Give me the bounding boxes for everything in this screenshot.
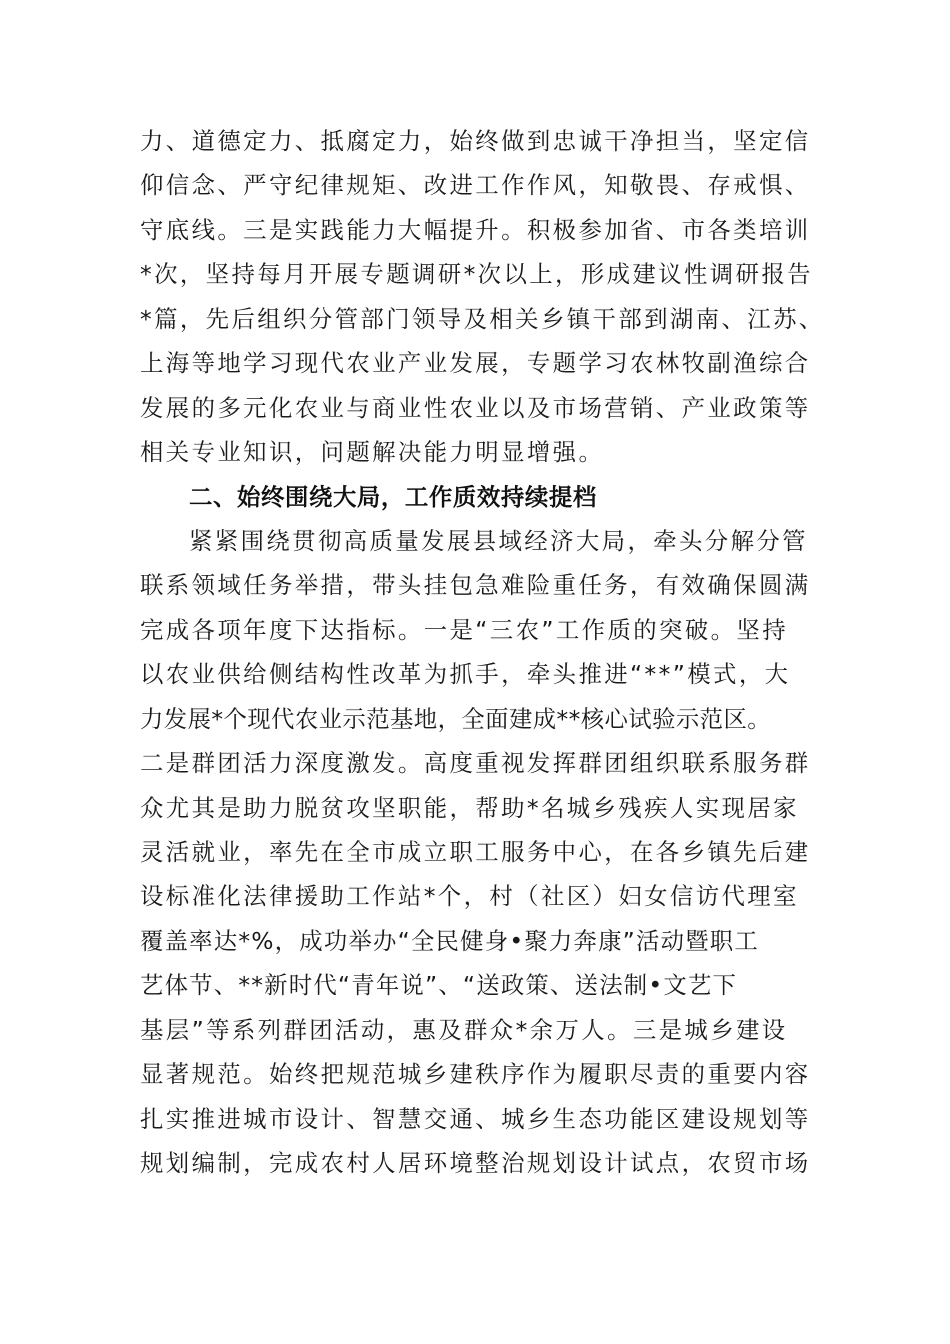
paragraph-line: 紧紧围绕贯彻高质量发展县域经济大局，牵头分解分管: [189, 526, 808, 555]
paragraph-line: *次，坚持每月开展专题调研*次以上，形成建议性调研报告: [140, 260, 813, 289]
paragraph-line: 规划编制，完成农村人居环境整治规划设计试点，农贸市场: [140, 1149, 811, 1178]
paragraph-line: 相关专业知识，问题解决能力明显增强。: [140, 438, 605, 467]
paragraph-line: 以农业供给侧结构性改革为抓手，牵头推进“**”模式，大: [140, 660, 791, 689]
paragraph-line: 二是群团活力深度激发。高度重视发挥群团组织联系服务群: [140, 749, 811, 778]
paragraph-line: 灵活就业，率先在全市成立职工服务中心，在各乡镇先后建: [140, 838, 811, 866]
paragraph-line: 众尤其是助力脱贫攻坚职能，帮助*名城乡残疾人实现居家: [140, 793, 799, 822]
paragraph-line: 联系领域任务举措，带头挂包急难险重任务，有效确保圆满: [140, 571, 811, 600]
paragraph-line: 显著规范。始终把规范城乡建秩序作为履职尽责的重要内容: [140, 1060, 811, 1089]
paragraph-line: 设标准化法律援助工作站*个，村（社区）妇女信访代理室: [140, 882, 799, 911]
section-heading: 二、始终围绕大局，工作质效持续提档: [189, 482, 597, 511]
paragraph-line: 上海等地学习现代农业产业发展，专题学习农林牧副渔综合: [140, 349, 811, 378]
document-body: [140, 119, 830, 1186]
paragraph-line: 覆盖率达*%，成功举办“全民健身•聚力奔康”活动暨职工: [140, 926, 759, 955]
paragraph-line: 艺体节、**新时代“青年说”、“送政策、送法制•文艺下: [140, 971, 738, 1000]
paragraph-line: 守底线。三是实践能力大幅提升。积极参加省、市各类培训: [140, 215, 811, 244]
paragraph-line: 力发展*个现代农业示范基地，全面建成**核心试验示范区。: [140, 704, 772, 733]
paragraph-line: 力、道德定力、抵腐定力，始终做到忠诚干净担当，坚定信: [140, 127, 811, 155]
paragraph-line: 基层”等系列群团活动，惠及群众*余万人。三是城乡建设: [140, 1015, 788, 1044]
paragraph-line: 完成各项年度下达指标。一是“三农”工作质的突破。坚持: [140, 615, 789, 644]
paragraph-line: 发展的多元化农业与商业性农业以及市场营销、产业政策等: [140, 393, 811, 422]
paragraph-line: *篇，先后组织分管部门领导及相关乡镇干部到湖南、江苏、: [140, 304, 825, 333]
paragraph-line: 仰信念、严守纪律规矩、改进工作作风，知敬畏、存戒惧、: [140, 171, 811, 200]
paragraph-line: 扎实推进城市设计、智慧交通、城乡生态功能区建设规划等: [140, 1104, 811, 1133]
